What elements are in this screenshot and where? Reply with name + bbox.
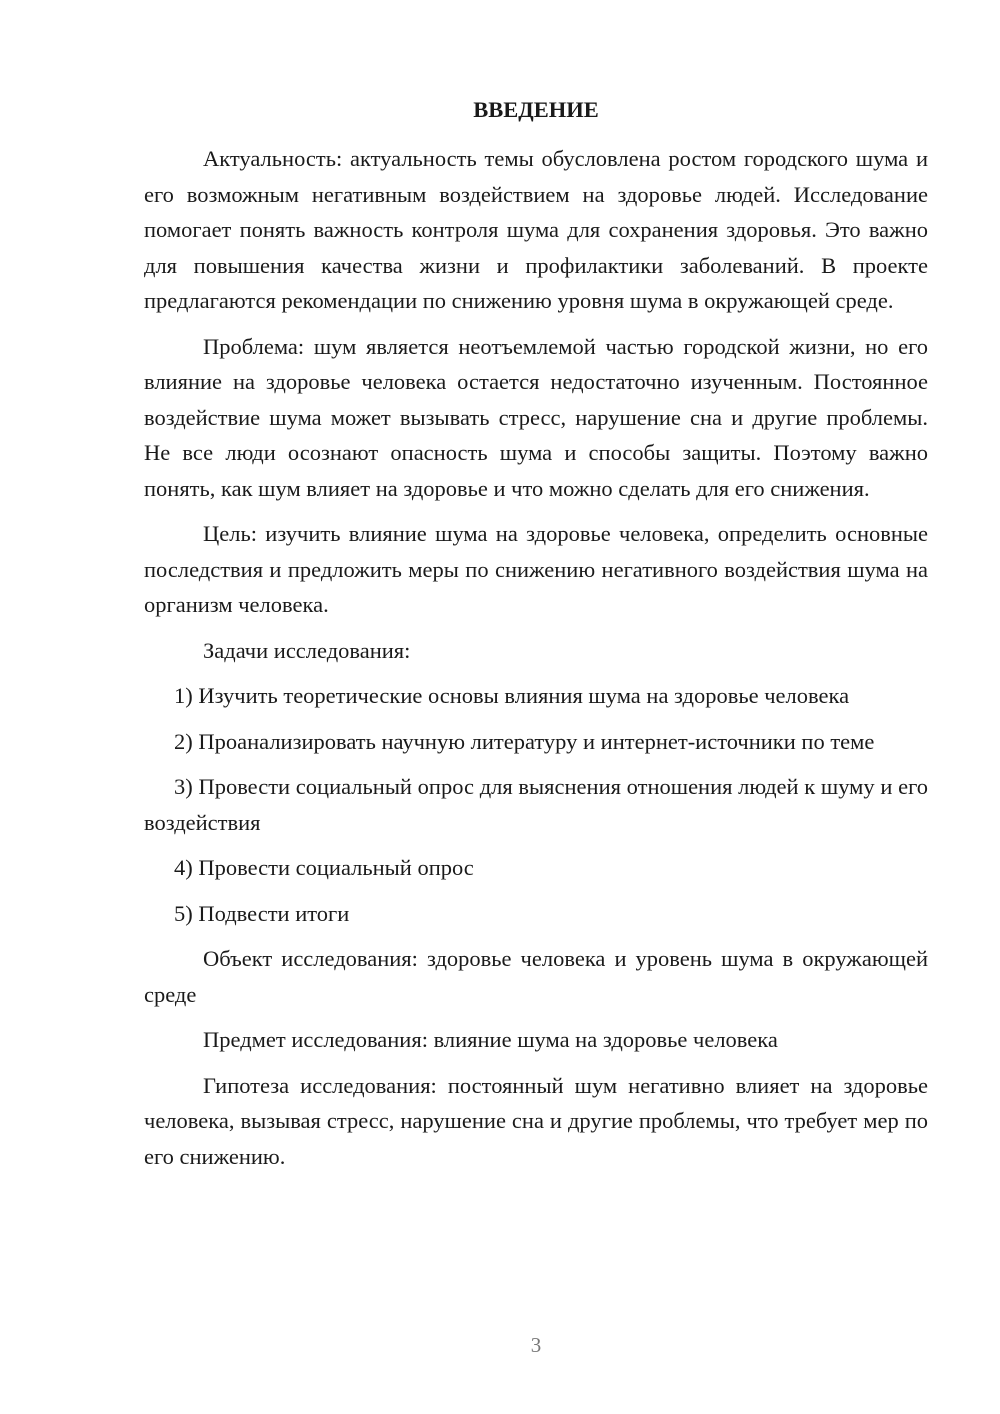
subject-paragraph: Предмет исследования: влияние шума на здоровье человека xyxy=(203,1027,778,1052)
hypothesis-paragraph: Гипотеза исследования: постоянный шум негативно влияет на здоровье человека, вызывая стресс, нарушение сна и другие проблемы, что требует мер по его снижению. xyxy=(144,1072,928,1169)
task-item-1: 1) Изучить теоретические основы влияния шума на здоровье человека xyxy=(174,683,850,708)
problem-paragraph: Проблема: шум является неотъемлемой частью городской жизни, но его влияние на здоровье человека остается недостаточно изученным. Постоянное воздействие шума может вызывать стресс, нарушение сна и другие проблемы. Не все люди осознают опасность шума и способы защиты. Поэтому важно понять, как шум влияет на здоровье и что можно сделать для его снижения. xyxy=(144,333,928,501)
task-item-5: 5) Подвести итоги xyxy=(174,900,350,926)
object-paragraph: Объект исследования: здоровье человека и уровень шума в окружающей среде xyxy=(144,946,928,1007)
page-number: 3 xyxy=(530,1333,542,1357)
task-item-4: 4) Провести социальный опрос xyxy=(174,855,474,880)
task-item-2: 2) Проанализировать научную литературу и интернет-источники по теме xyxy=(174,728,875,754)
task-item-3: 3) Провести социальный опрос для выяснения отношения людей к шуму и его воздействия xyxy=(144,774,928,835)
tasks-title: Задачи исследования: xyxy=(203,637,411,663)
page-heading: ВВЕДЕНИЕ xyxy=(473,97,599,122)
relevance-paragraph: Актуальность: актуальность темы обусловлена ростом городского шума и его возможным негативным воздействием на здоровье людей. Исследование помогает понять важность контроля шума для сохранения здоровья. Это важно для повышения качества жизни и профилактики заболеваний. В проекте предлагаются рекомендации по снижению уровня шума в окружающей среде. xyxy=(144,146,928,313)
goal-paragraph: Цель: изучить влияние шума на здоровье человека, определить основные последствия и предложить меры по снижению негативного воздействия шума на организм человека. xyxy=(144,521,928,617)
page-content xyxy=(144,95,928,1184)
